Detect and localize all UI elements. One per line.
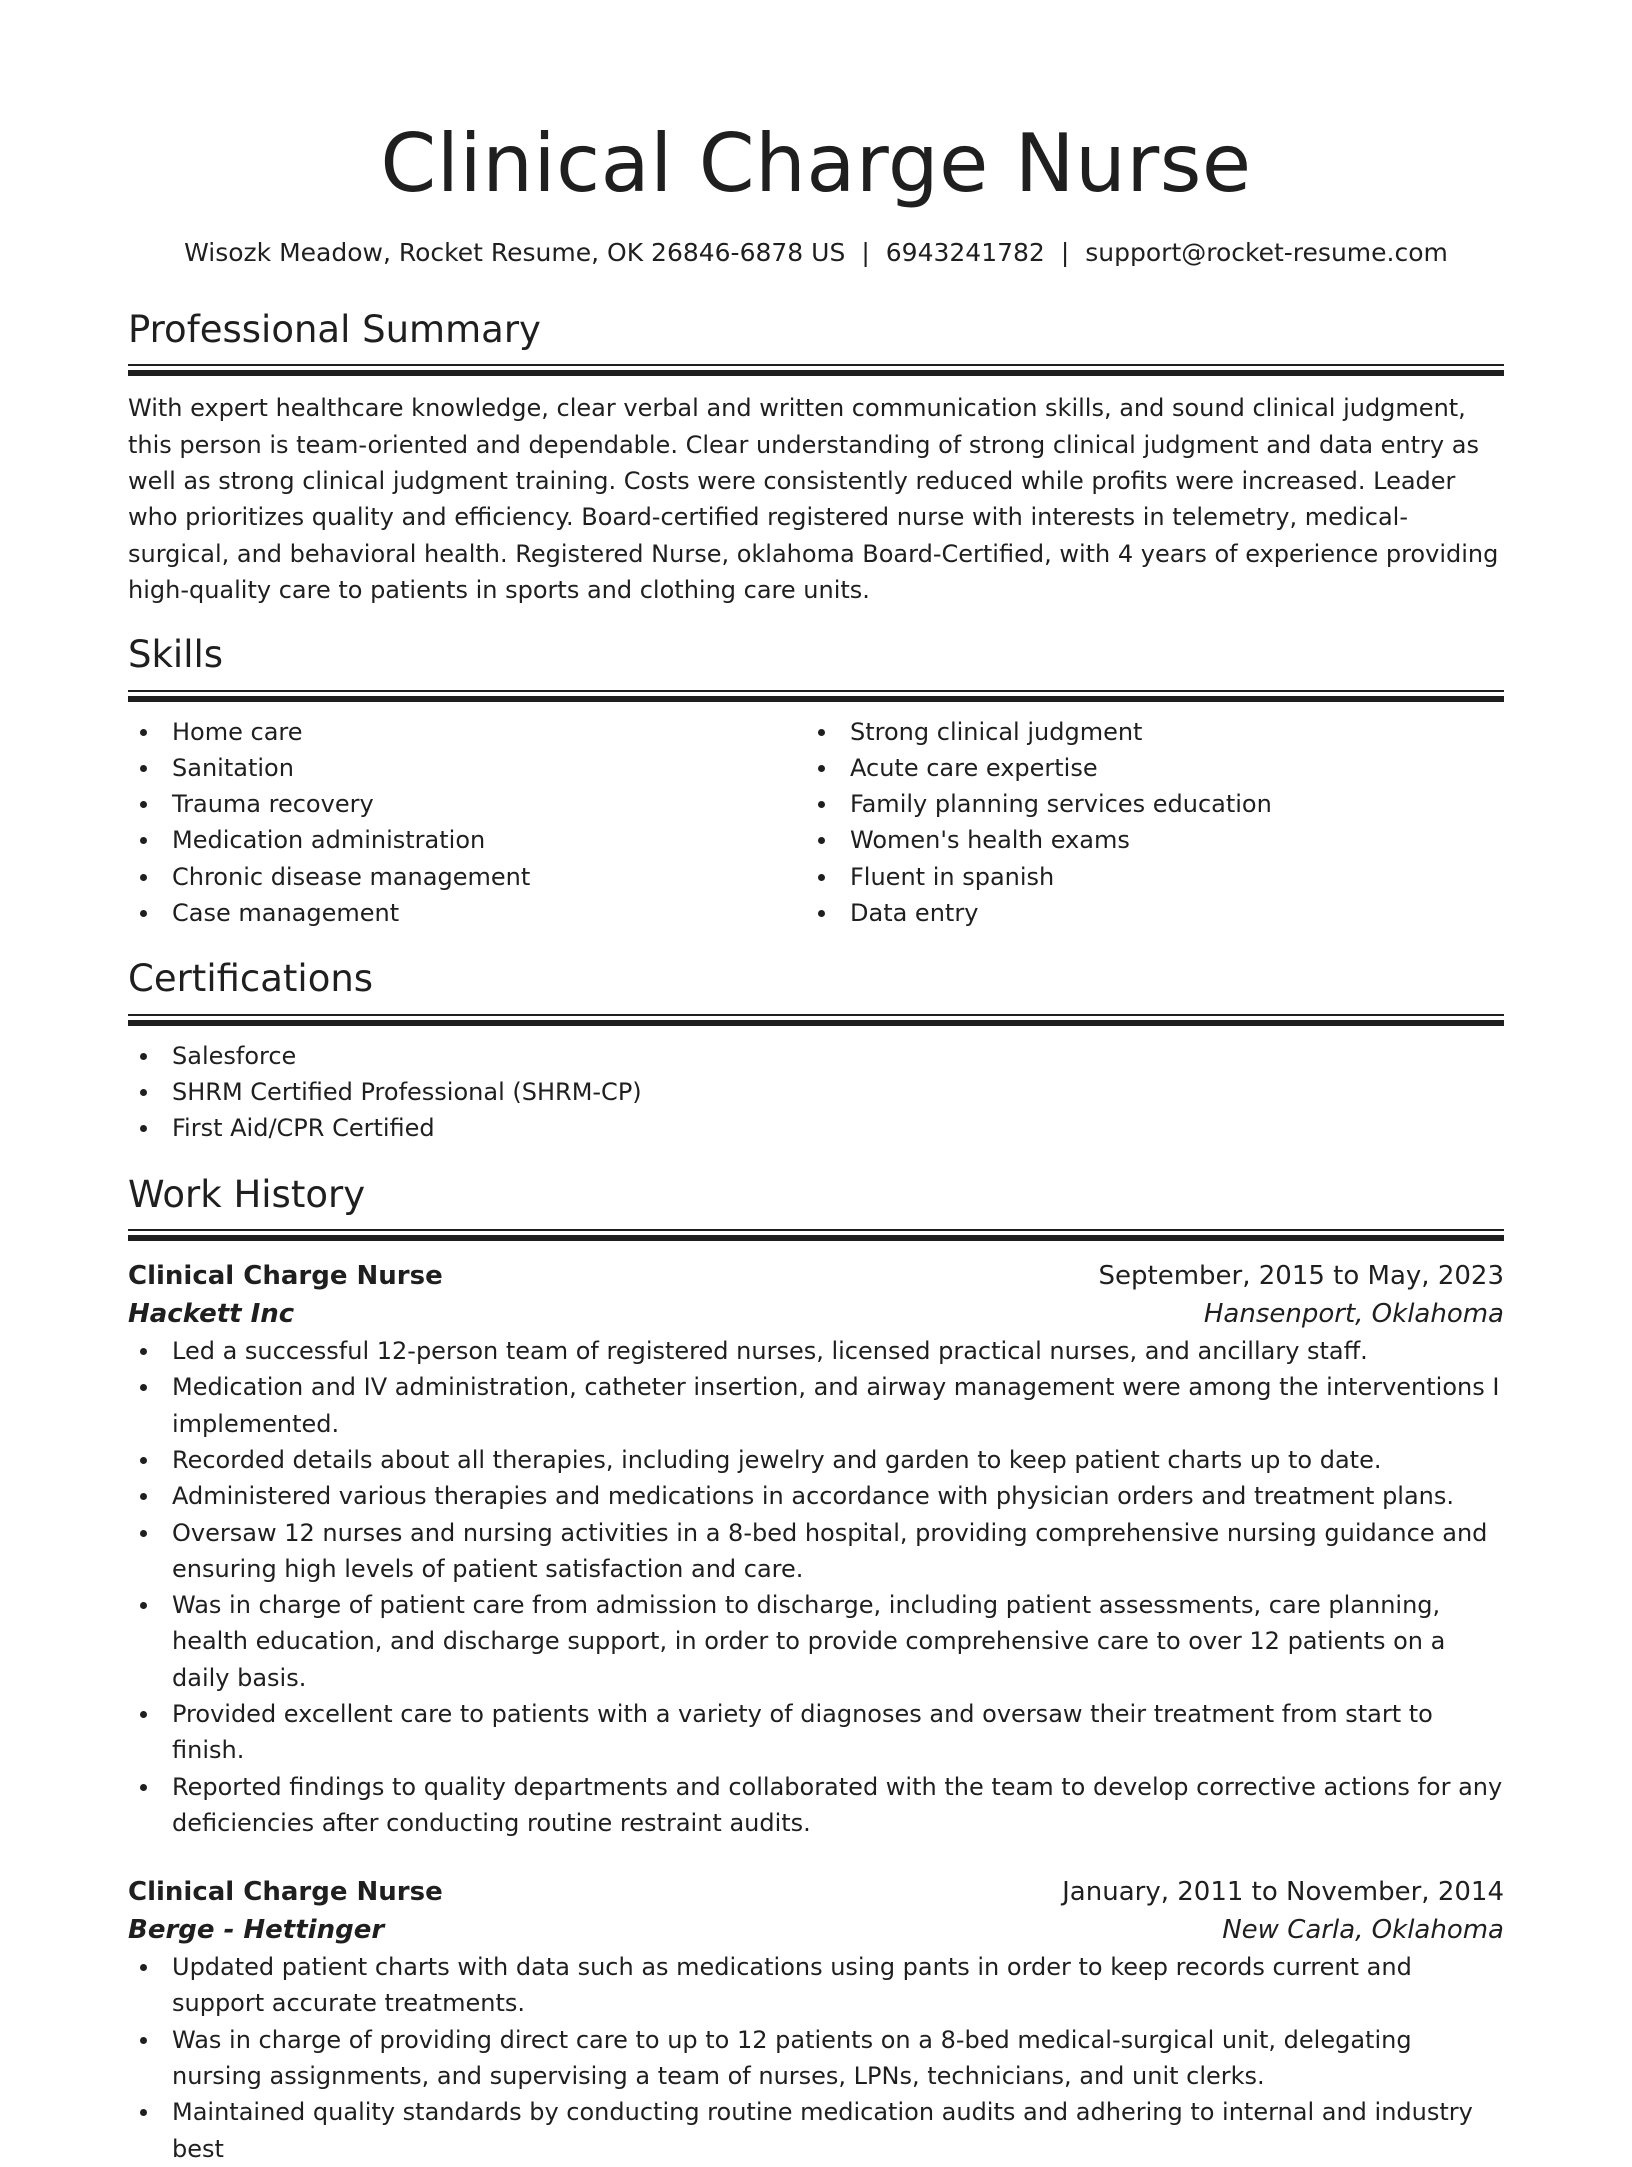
contact-separator: | xyxy=(1060,238,1070,267)
job-duties-list xyxy=(128,1333,1504,1841)
contact-email: support@rocket-resume.com xyxy=(1085,238,1448,267)
section-divider xyxy=(128,690,1504,702)
resume-page xyxy=(128,0,1504,2167)
certification-item: First Aid/CPR Certified xyxy=(128,1110,1504,1146)
certifications-list xyxy=(128,1038,1504,1147)
job-location: New Carla, Oklahoma xyxy=(1222,1915,1504,1946)
skill-item: Data entry xyxy=(806,895,1484,931)
job-location: Hansenport, Oklahoma xyxy=(1203,1299,1504,1330)
skill-item: Family planning services education xyxy=(806,786,1484,822)
section-title: Certifications xyxy=(128,957,374,1001)
job-company: Berge - Hettinger xyxy=(128,1915,385,1946)
job-header xyxy=(128,1257,1504,1295)
skill-item: Medication administration xyxy=(128,822,806,858)
job-title: Clinical Charge Nurse xyxy=(128,1261,443,1292)
contact-line xyxy=(128,238,1504,268)
job-duty: Maintained quality standards by conducting routine medication audits and adhering to internal and industry best xyxy=(128,2094,1504,2167)
certifications-section xyxy=(128,957,1504,1146)
contact-phone: 6943241782 xyxy=(885,238,1045,267)
job-duty: Administered various therapies and medications in accordance with physician orders and treatment plans. xyxy=(128,1478,1504,1514)
job-company: Hackett Inc xyxy=(128,1299,295,1330)
job-duty: Medication and IV administration, catheter insertion, and airway management were among the interventions I implemented. xyxy=(128,1369,1504,1442)
skill-item: Home care xyxy=(128,714,806,750)
job-duty: Was in charge of patient care from admission to discharge, including patient assessments, care planning, health education, and discharge support, in order to provide comprehensive care to over 12 patients on a daily basis. xyxy=(128,1587,1504,1696)
summary-section xyxy=(128,308,1504,608)
section-divider xyxy=(128,1229,1504,1241)
skill-item: Strong clinical judgment xyxy=(806,714,1484,750)
job-duties-list xyxy=(128,1949,1504,2167)
certification-item: Salesforce xyxy=(128,1038,1504,1074)
job-duty: Updated patient charts with data such as medications using pants in order to keep records current and support accurate treatments. xyxy=(128,1949,1504,2022)
contact-separator: | xyxy=(861,238,870,267)
section-divider xyxy=(128,364,1504,376)
skill-item: Acute care expertise xyxy=(806,750,1484,786)
section-title: Professional Summary xyxy=(128,308,541,351)
skills-column-left xyxy=(128,714,806,932)
section-divider xyxy=(128,1014,1504,1026)
job-header xyxy=(128,1873,1504,1911)
skill-item: Sanitation xyxy=(128,750,806,786)
job-entry xyxy=(128,1873,1504,2167)
job-dates: January, 2011 to November, 2014 xyxy=(1062,1877,1504,1908)
section-title: Skills xyxy=(128,633,224,677)
skill-item: Fluent in spanish xyxy=(806,859,1484,895)
job-dates: September, 2015 to May, 2023 xyxy=(1098,1261,1504,1292)
job-subheader xyxy=(128,1295,1504,1333)
job-title: Clinical Charge Nurse xyxy=(128,1877,443,1908)
skill-item: Trauma recovery xyxy=(128,786,806,822)
contact-address: Wisozk Meadow, Rocket Resume, OK 26846-6878 US xyxy=(184,238,846,267)
work-history-section xyxy=(128,1173,1504,2167)
skills-section xyxy=(128,633,1504,931)
skills-column-right xyxy=(806,714,1484,932)
job-duty: Led a successful 12-person team of registered nurses, licensed practical nurses, and ancillary staff. xyxy=(128,1333,1504,1369)
certification-item: SHRM Certified Professional (SHRM-CP) xyxy=(128,1074,1504,1110)
job-entry xyxy=(128,1257,1504,1841)
job-duty: Oversaw 12 nurses and nursing activities in a 8-bed hospital, providing comprehensive nursing guidance and ensuring high levels of patient satisfaction and care. xyxy=(128,1515,1504,1588)
resume-name: Clinical Charge Nurse xyxy=(380,117,1252,210)
job-duty: Provided excellent care to patients with a variety of diagnoses and oversaw their treatment from start to finish. xyxy=(128,1696,1504,1769)
skill-item: Women's health exams xyxy=(806,822,1484,858)
skills-grid xyxy=(128,714,1504,932)
skill-item: Chronic disease management xyxy=(128,859,806,895)
job-subheader xyxy=(128,1911,1504,1949)
summary-text: With expert healthcare knowledge, clear verbal and written communication skills, and sound clinical judgment, this person is team-oriented and dependable. Clear understanding of strong clinical judgment and data entry as well as strong clinical judgment training. Costs were consistently reduced while profits were increased. Leader who prioritizes quality and efficiency. Board-certified registered nurse with interests in telemetry, medical-surgical, and behavioral health. Registered Nurse, oklahoma Board-Certified, with 4 years of experience providing high-quality care to patients in sports and clothing care units. xyxy=(128,394,1499,604)
section-title: Work History xyxy=(128,1172,366,1216)
skill-item: Case management xyxy=(128,895,806,931)
job-duty: Recorded details about all therapies, including jewelry and garden to keep patient charts up to date. xyxy=(128,1442,1504,1478)
job-duty: Reported findings to quality departments and collaborated with the team to develop corrective actions for any deficiencies after conducting routine restraint audits. xyxy=(128,1769,1504,1842)
job-duty: Was in charge of providing direct care to up to 12 patients on a 8-bed medical-surgical unit, delegating nursing assignments, and supervising a team of nurses, LPNs, technicians, and unit clerks. xyxy=(128,2022,1504,2095)
